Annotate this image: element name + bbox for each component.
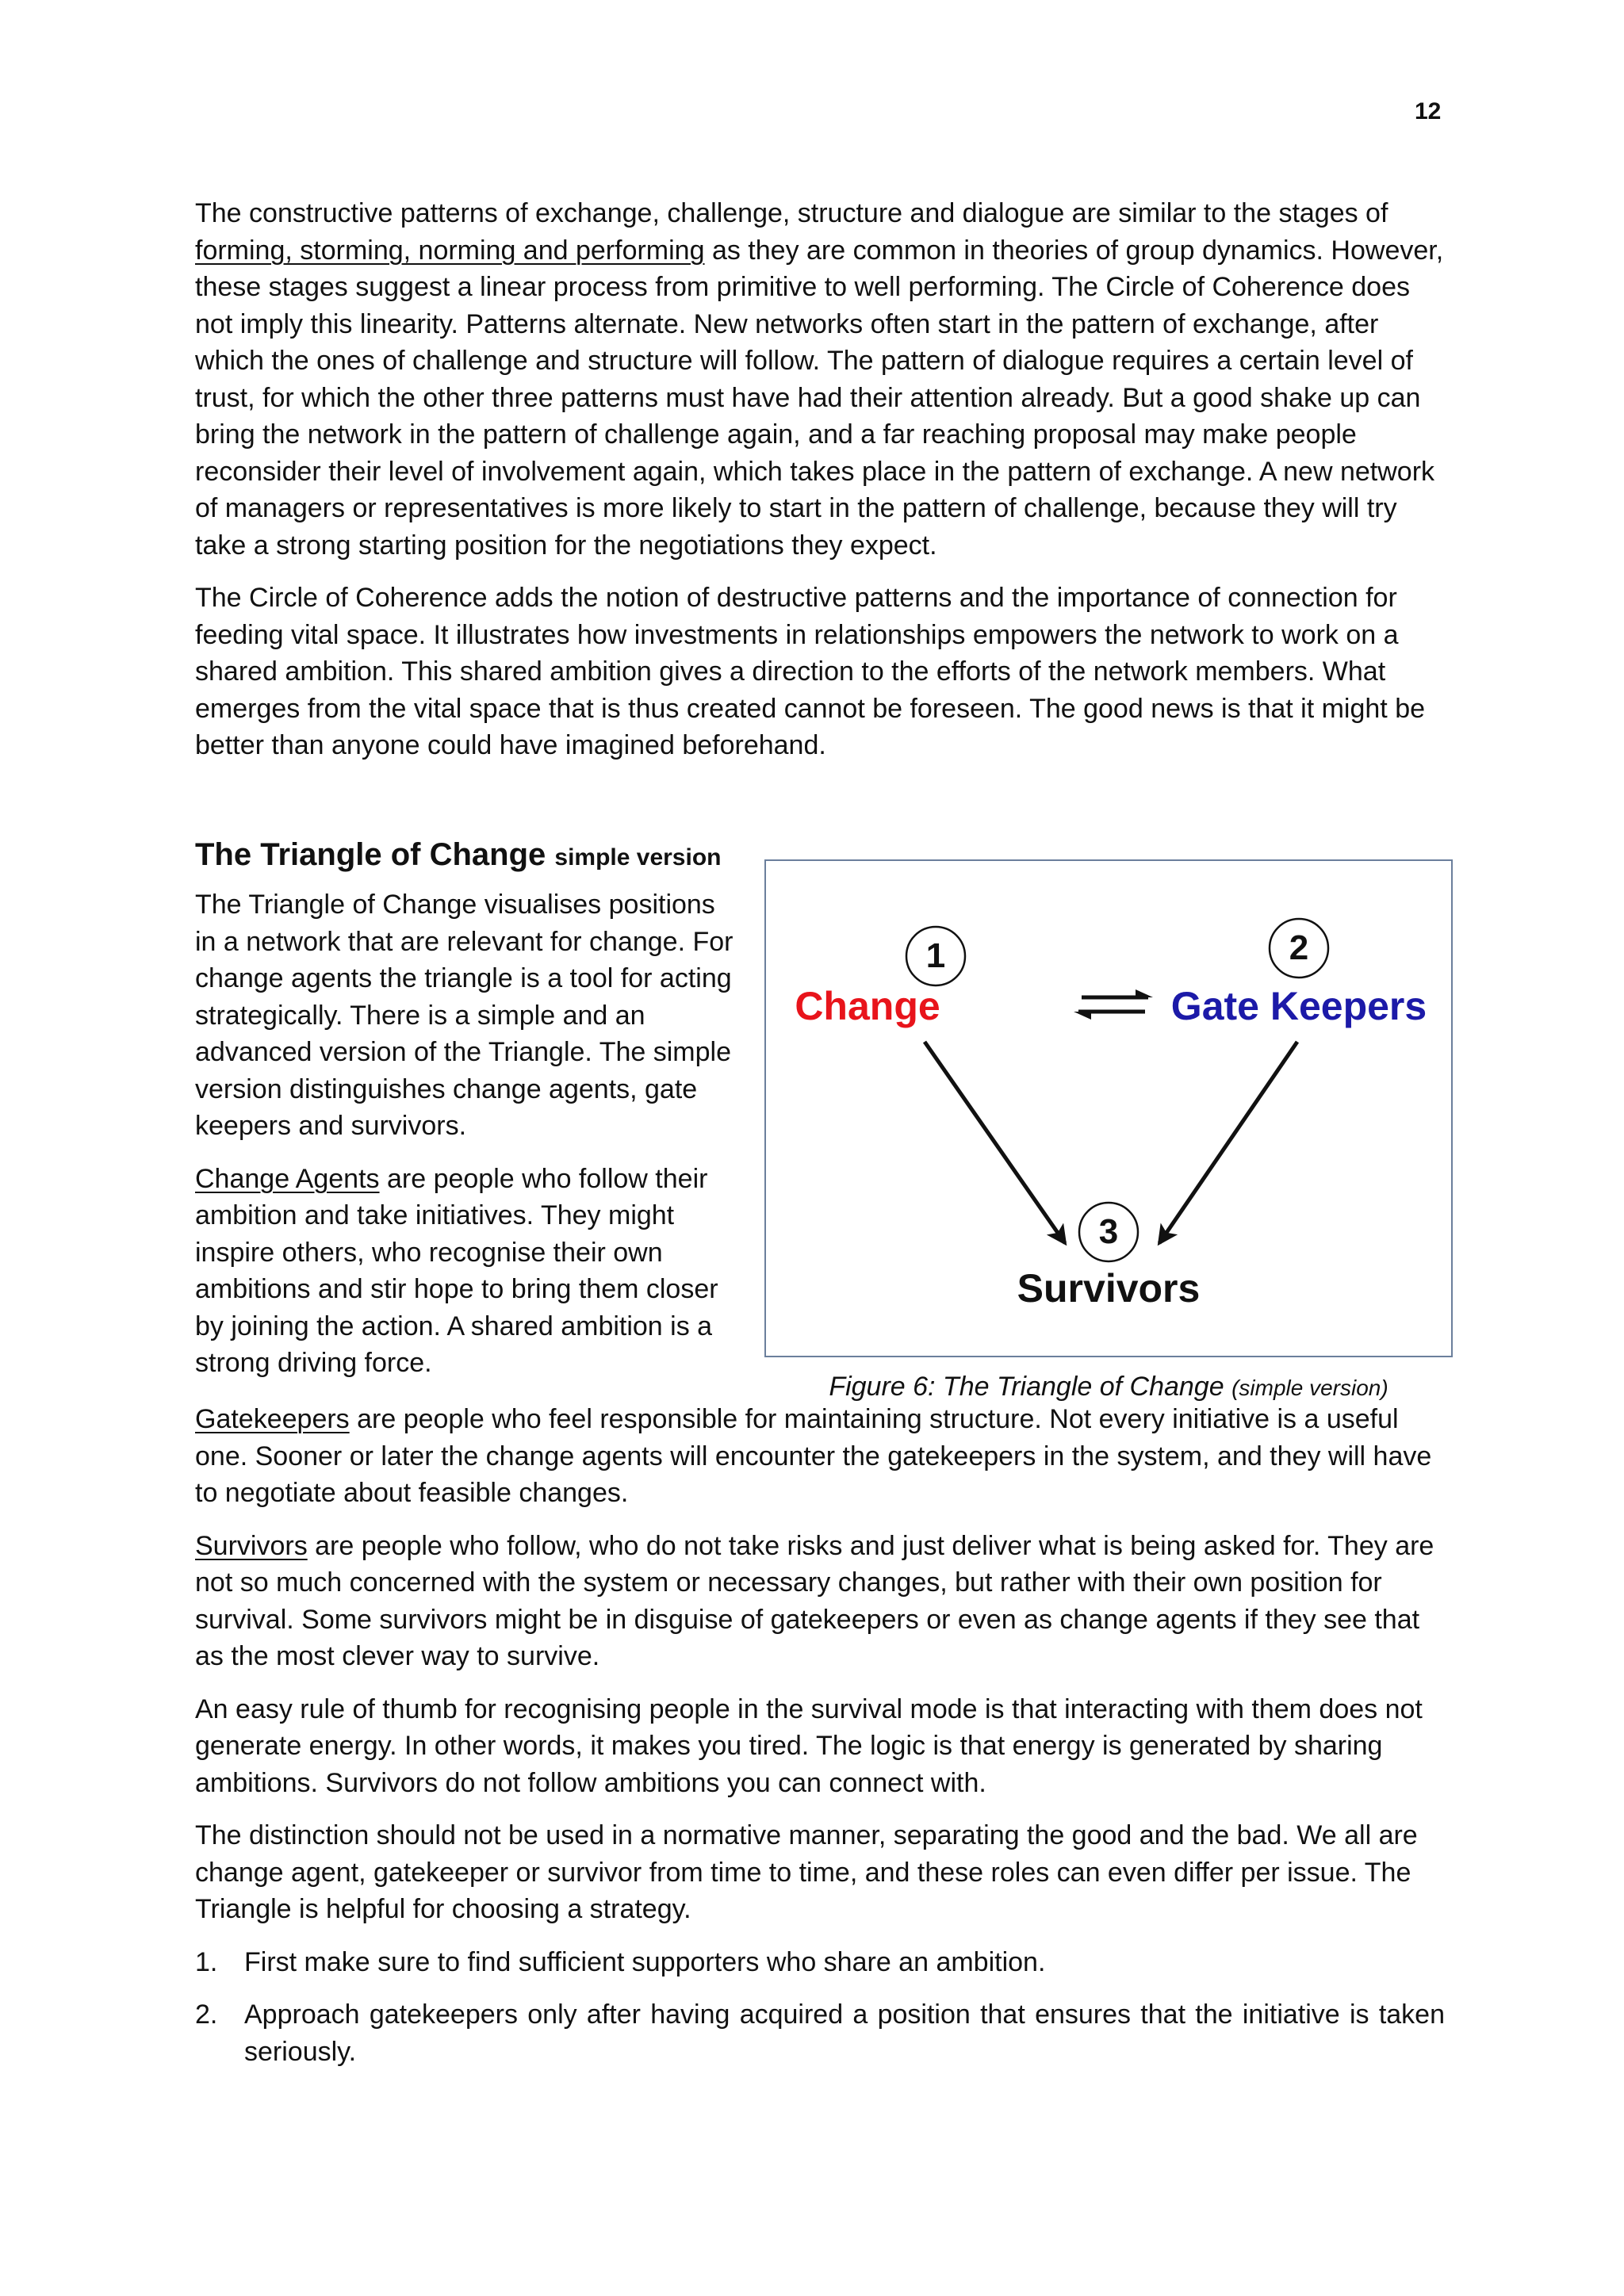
triangle-diagram [766,861,1454,1359]
node1-label: Change [795,984,940,1028]
left-column [195,886,742,1382]
stages-link[interactable]: forming, storming, norming and performing [195,235,705,266]
exchange-arrows [1074,989,1153,1020]
arrow-gatekeepers-to-survivors [1159,1042,1297,1243]
term-survivors: Survivors [195,1530,308,1561]
lower-text [195,1401,1445,2070]
strategy-list [195,1944,1445,2071]
paragraph-triangle-intro: The Triangle of Change visualises positions in a network that are relevant for change. For change agents the triangle is a tool for acting strategically. There is a simple and an advanced version of the Triangle. The simple version distinguishes change agents, gate keepers and survivors. [195,890,733,1141]
paragraph-survivors: Survivors are people who follow, who do not take risks and just deliver what is being asked for. They are not so much concerned with the system or necessary changes, but rather with their own position for survival. Some survivors might be in disguise of gatekeepers or even as change agents if they see that as the most clever way to survive. [195,1530,1434,1671]
paragraph-gatekeepers: Gatekeepers are people who feel responsible for maintaining structure. Not every initiative is a useful one. Sooner or later the change agents will encounter the gatekeepers in the system, and they will have to negotiate about feasible changes. [195,1404,1432,1508]
node3-number: 3 [1098,1212,1119,1251]
node2-number: 2 [1289,928,1309,967]
node2-number-circle [1270,919,1328,978]
section-title: The Triangle of Change [195,837,546,872]
node1-number-circle [906,927,965,985]
list-item: 2. Approach gatekeepers only after having acquired a position that ensures that the initiative is taken seriously. [195,1999,1445,2067]
node3-label: Survivors [1017,1266,1201,1311]
paragraph-rule-of-thumb: An easy rule of thumb for recognising people in the survival mode is that interacting with them does not generate energy. In other words, it makes you tired. The logic is that energy is generated by sharing ambitions. Survivors do not follow ambitions you can connect with. [195,1693,1423,1798]
section-subtitle: simple version [554,844,722,871]
figure-caption: Figure 6: The Triangle of Change (simple version) [829,1372,1388,1402]
page-number: 12 [1415,98,1442,124]
paragraph-circle: The Circle of Coherence adds the notion of destructive patterns and the importance of connection for feeding vital space. It illustrates how investments in relationships empowers the network to work on a shared ambition. This shared ambition gives a direction to the efforts of the network members. What emerges from the vital space that is thus created cannot be foreseen. The good news is that it might be better than anyone could have imagined beforehand. [195,583,1426,760]
intro-text [195,195,1445,764]
paragraph-distinction: The distinction should not be used in a normative manner, separating the good and the bad. We all are change agent, gatekeeper or survivor from time to time, and these roles can even differ per issue. The Triangle is helpful for choosing a strategy. [195,1820,1418,1924]
term-gatekeepers: Gatekeepers [195,1404,350,1434]
node2-label: Gate Keepers [1170,984,1427,1028]
paragraph-stages: The constructive patterns of exchange, challenge, structure and dialogue are similar to the stages of forming, storming, norming and performing as they are common in theories of group dynamics. However, these stages suggest a linear process from primitive to well performing. The Circle of Coherence does not imply this linearity. Patterns alternate. New networks often start in the pattern of exchange, after which the ones of challenge and structure will follow. The pattern of dialogue requires a certain level of trust, for which the other three patterns must have had their attention already. But a good shake up can bring the network in the pattern of challenge again, and a far reaching proposal may make people reconsider their level of involvement again, which takes place in the pattern of exchange. A new network of managers or representatives is more likely to start in the pattern of challenge, because they will try take a strong starting position for the negotiations they expect. [195,198,1444,561]
node3-number-circle [1079,1203,1138,1261]
section-heading [195,837,721,873]
triangle-figure [764,859,1453,1357]
list-item: 1. First make sure to find sufficient supporters who share an ambition. [195,1946,1046,1977]
node1-number: 1 [925,936,946,975]
arrow-change-to-survivors [925,1042,1065,1243]
term-change-agents: Change Agents [195,1163,380,1194]
paragraph-change-agents: Change Agents are people who follow their ambition and take initiatives. They might inspire others, who recognise their own ambitions and stir hope to bring them closer by joining the action. A shared ambition is a strong driving force. [195,1163,718,1378]
